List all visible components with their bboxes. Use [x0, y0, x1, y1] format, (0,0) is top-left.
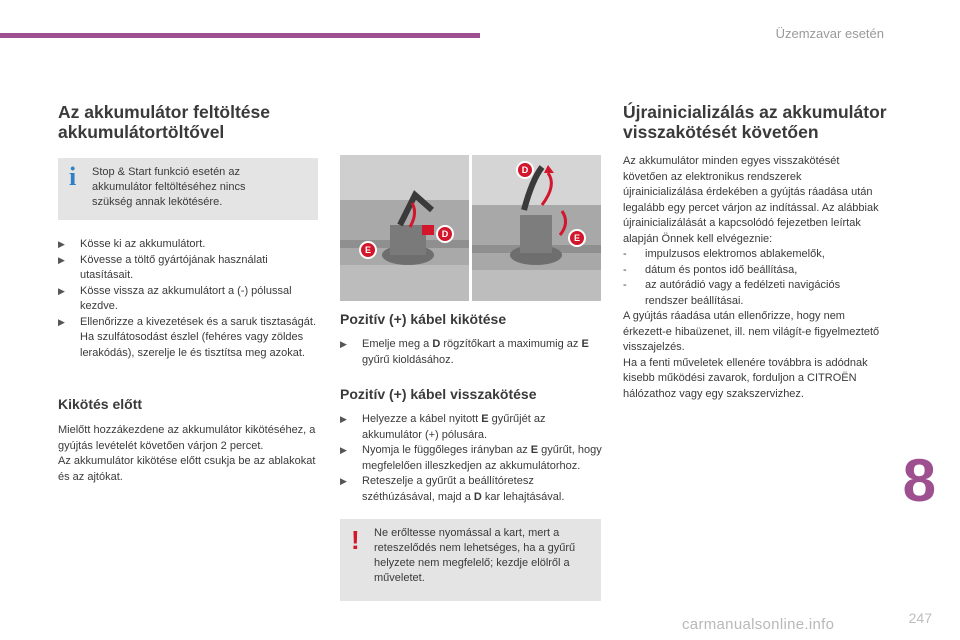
bullet-icon: ▶: [58, 285, 65, 296]
list-item: ▶ Kösse ki az akkumulátort.: [58, 237, 320, 253]
bullet-icon: ▶: [340, 414, 347, 424]
bullet-icon: ▶: [58, 316, 65, 327]
list-item: - az autórádió vagy a fedélzeti navigációs rendszer beállításai.: [623, 279, 841, 307]
page-number: 247: [908, 610, 932, 626]
middle-column: [340, 310, 602, 601]
bullet-icon: ▶: [58, 239, 65, 249]
bullet-icon: ▶: [340, 445, 347, 455]
list-item: ▶ Reteszelje a gyűrűt a beállítóretesz széthúzásával, majd a D kar lehajtásával.: [340, 475, 565, 503]
list-item: - impulzusos elektromos ablakemelők,: [623, 248, 825, 260]
right-column: [623, 102, 885, 402]
info-icon: i: [69, 162, 77, 191]
disconnect-steps: [340, 337, 602, 368]
before-disconnect-heading: Kikötés előtt: [58, 396, 143, 412]
label-e-left: E: [359, 241, 377, 259]
chapter-title: Üzemzavar esetén: [775, 26, 884, 41]
disconnect-positive-heading: Pozitív (+) kábel kikötése: [340, 311, 507, 327]
battery-terminal-photo-right: [472, 155, 601, 301]
info-text: Stop & Start funkció esetén az akkumulátor feltöltéséhez nincs szükség annak lekötésére.: [92, 166, 246, 208]
reinit-items: [623, 247, 885, 309]
label-e-right: E: [568, 229, 586, 247]
list-item: ▶ Kösse vissza az akkumulátort a (-) pólussal kezdve.: [58, 284, 292, 312]
battery-terminal-photo-left: [340, 155, 469, 301]
list-item: ▶ Helyezze a kábel nyitott E gyűrűjét az akkumulátor (+) pólusára.: [340, 413, 546, 441]
list-item: - dátum és pontos idő beállítása,: [623, 263, 798, 276]
bullet-icon: ▶: [340, 476, 347, 486]
list-item: ▶ Emelje meg a D rögzítőkart a maximumig az E gyűrű kioldásához.: [340, 338, 589, 366]
list-item: ▶ Kövesse a töltő gyártójának használati utasításait.: [58, 253, 268, 281]
chapter-number: 8: [902, 447, 936, 514]
reconnect-positive-heading: Pozitív (+) kábel visszakötése: [340, 386, 537, 402]
bullet-icon: ▶: [58, 254, 65, 265]
label-d-left: D: [436, 225, 454, 243]
before-disconnect-text: Mielőtt hozzákezdene az akkumulátor kikötéséhez, a gyújtás levételét követően várjon 2 percet. Az akkumulátor kikötése előtt csukja be az ablakokat és az ajtókat.: [58, 424, 316, 483]
reinit-heading: Újrainicializálás az akkumulátor visszakötését követően: [623, 102, 887, 142]
chapter-color-bar: [0, 33, 480, 38]
bullet-icon: ▶: [340, 339, 347, 349]
terminal-illustration-right: [472, 155, 601, 301]
watermark: carmanualsonline.info: [682, 616, 835, 633]
warning-text: Ne erőltesse nyomással a kart, mert a reteszelődés nem lehetséges, ha a gyűrű helyzete nem megfelelő; kezdje elölről a műveletet.: [374, 527, 576, 584]
reconnect-steps: [340, 412, 602, 505]
warning-box: [340, 519, 601, 601]
list-item: ▶ Ellenőrizze a kivezetések és a saruk tisztaságát. Ha szulfátosodást észlel (fehéres vagy zöldes lerakódás), szerelje le és tisztítsa meg azokat.: [58, 315, 317, 359]
left-column: [58, 102, 320, 485]
charging-steps: [58, 237, 320, 361]
reinit-intro: Az akkumulátor minden egyes visszakötését követően az elektronikus rendszerek újrainicializálása érdekében a gyújtás ráadása után legalább egy percet várjon az indítással. Az alábbiak újrainicializálását a kapcsolódó fejezetben leírtak alapján Önnek kell elvégeznie:: [623, 155, 879, 245]
charging-heading: Az akkumulátor feltöltése akkumulátortöltővel: [58, 102, 270, 142]
list-item: ▶ Nyomja le függőleges irányban az E gyűrűt, hogy megfelelően illeszkedjen az akkumulátorhoz.: [340, 444, 602, 472]
info-box: [58, 158, 318, 220]
warning-icon: !: [351, 525, 360, 555]
reinit-outro: A gyújtás ráadása után ellenőrizze, hogy nem érkezett-e hibaüzenet, ill. nem világít-e figyelmeztető visszajelzés. Ha a fenti műveletek ellenére továbbra is adódnak kisebb működési zavarok, forduljon a CITROËN hálózathoz vagy egy szakszervizhez.: [623, 310, 880, 400]
label-d-right: D: [516, 161, 534, 179]
